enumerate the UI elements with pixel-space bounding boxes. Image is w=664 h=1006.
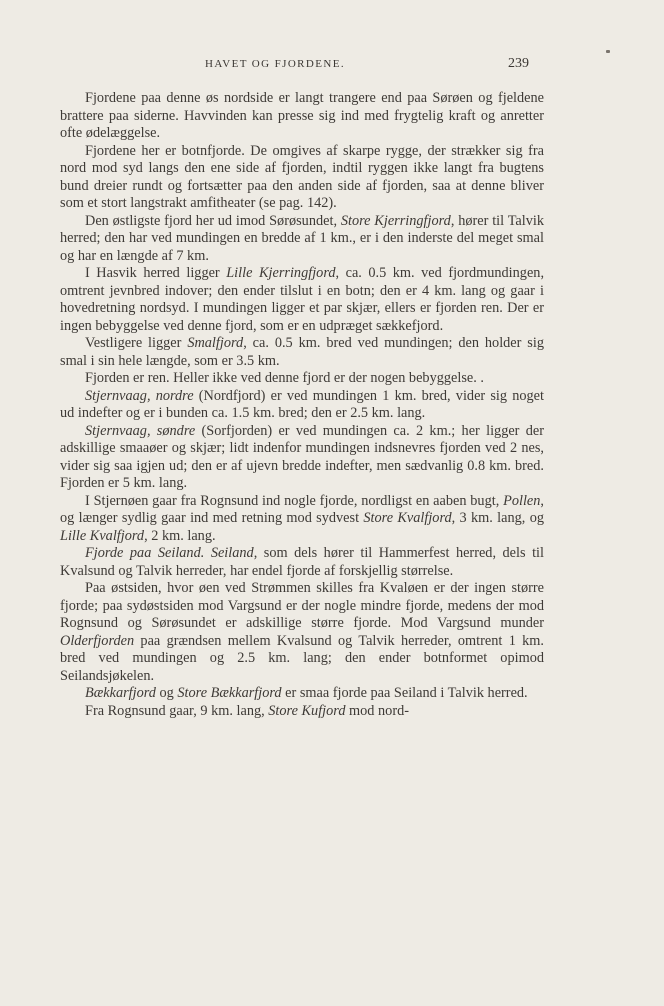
text-run: I Stjernøen gaar fra Rognsund ind nogle fjorde, nordligst en aaben bugt, bbox=[85, 492, 504, 509]
text-run: (Sorfjorden) er ved mundingen ca. 2 km.; her ligger der adskillige smaaøer og skjær; lidt indenfor mundingen indsnevres fjorden ved 2 nes, vider sig saa igjen ud; den er af ujevn bredde indefter, men sædvanlig 0.8 km. bred. Fjorden er 5 km. lang. bbox=[60, 422, 544, 491]
italic-term: Store Kjerringfjord bbox=[340, 212, 451, 229]
text-run: , 3 km. lang, og bbox=[451, 510, 544, 526]
text-run: , ca. 0.5 km. ved fjordmundingen, omtrent jevnbred indover; den ender tilslut i en botn; den er 4 km. lang og gaar i hovedretning nordsyd. I mundingen ligger et par skjær, ellers er fjorden ren. Der er ingen bebyggelse ved denne fjord, som er en udpræget sækkefjord. bbox=[60, 265, 545, 334]
italic-term: Olderfjorden bbox=[60, 632, 135, 649]
paragraph bbox=[60, 213, 544, 266]
italic-term: Fjorde paa Seiland. Seiland bbox=[85, 545, 254, 561]
paragraph bbox=[60, 545, 544, 580]
italic-term: Lille Kjerringfjord bbox=[226, 265, 336, 281]
text-run: , som dels hører til Hammerfest herred, dels til Kvalsund og Talvik herreder, har endel fjorde af forskjellig størrelse. bbox=[60, 545, 544, 579]
text-run: , 2 km. lang. bbox=[144, 527, 216, 544]
text-run: I Hasvik herred ligger bbox=[85, 265, 227, 281]
paragraph bbox=[60, 703, 544, 721]
text-run: mod nord- bbox=[345, 702, 410, 719]
text-run: er smaa fjorde paa Seiland i Talvik herred. bbox=[281, 685, 528, 701]
text-run: Fra Rognsund gaar, 9 km. lang, bbox=[85, 702, 269, 719]
text-run: , ca. 0.5 km. bred ved mundingen; den holder sig smal i sin hele længde, som er 3.5 km. bbox=[60, 335, 544, 369]
text-run: , hører til Talvik herred; den har ved mundingen en bredde af 1 km., er i den inderste del meget smal og har en længde af 7 km. bbox=[60, 212, 545, 264]
text-run: (Nordfjord) er ved mundingen 1 km. bred, vider sig noget ud indefter og er i bunden ca. 1.5 km. bred; den er 2.5 km. lang. bbox=[60, 387, 544, 421]
margin-mark bbox=[606, 50, 610, 53]
paragraph bbox=[60, 580, 544, 685]
text-run: Vestligere ligger bbox=[85, 335, 188, 351]
body-text bbox=[60, 90, 544, 720]
paragraph bbox=[60, 90, 544, 143]
text-run: Fjordene her er botnfjorde. De omgives af skarpe rygge, der strækker sig fra nord mod syd langs den ene side af fjorden, indtil ryggen ikke langt fra bugtens bund dreier rundt og fortsætter paa den anden side af fjorden, saa at denne bliver som et stort langstrakt amfitheater (se pag. 142). bbox=[60, 142, 544, 211]
text-run: Den østligste fjord her ud imod Sørøsundet, bbox=[85, 212, 341, 229]
text-run: paa grændsen mellem Kvalsund og Talvik herreder, omtrent 1 km. bred ved mundingen og 2.5 km. lang; den ender botnformet opimod Seilandsjøkelen. bbox=[60, 632, 544, 684]
paragraph bbox=[60, 388, 544, 423]
italic-term: Lille Kvalfjord bbox=[60, 527, 145, 544]
paragraph bbox=[60, 493, 544, 546]
paragraph bbox=[60, 265, 544, 335]
text-run: Paa østsiden, hvor øen ved Strømmen skilles fra Kvaløen er der ingen større fjorde; paa sydøstsiden mod Vargsund er der nogle mindre fjorde, medens der mod Rognsund og Sørøsundet er adskillige større fjorde. Mod Vargsund munder bbox=[60, 580, 544, 631]
text-run: , og længer sydlig gaar ind med retning mod sydvest bbox=[60, 492, 544, 526]
paragraph bbox=[60, 143, 544, 213]
text-run: Fjorden er ren. Heller ikke ved denne fjord er der nogen bebyggelse. . bbox=[85, 370, 484, 386]
page-number: 239 bbox=[508, 56, 529, 71]
page-header bbox=[0, 56, 664, 76]
italic-term: Pollen bbox=[503, 492, 541, 509]
paragraph bbox=[60, 423, 544, 493]
paragraph bbox=[60, 335, 544, 370]
italic-term: Smalfjord bbox=[187, 335, 244, 351]
text-run: Fjordene paa denne øs nordside er langt trangere end paa Sørøen og fjeldene brattere paa siderne. Havvinden kan presse sig ind med frygtelig kraft og anretter ofte ødelæggelse. bbox=[60, 90, 544, 141]
paragraph bbox=[60, 685, 544, 703]
paragraph bbox=[60, 370, 544, 388]
running-title: HAVET OG FJORDENE. bbox=[205, 58, 345, 70]
italic-term: Store Kufjord bbox=[268, 702, 346, 719]
italic-term: Bækkarfjord bbox=[85, 685, 156, 701]
text-run: og bbox=[155, 685, 178, 701]
italic-term: Stjernvaag, søndre bbox=[85, 422, 196, 439]
italic-term: Store Kvalfjord bbox=[363, 510, 452, 526]
italic-term: Stjernvaag, nordre bbox=[85, 387, 194, 404]
italic-term: Store Bækkarfjord bbox=[177, 685, 282, 701]
